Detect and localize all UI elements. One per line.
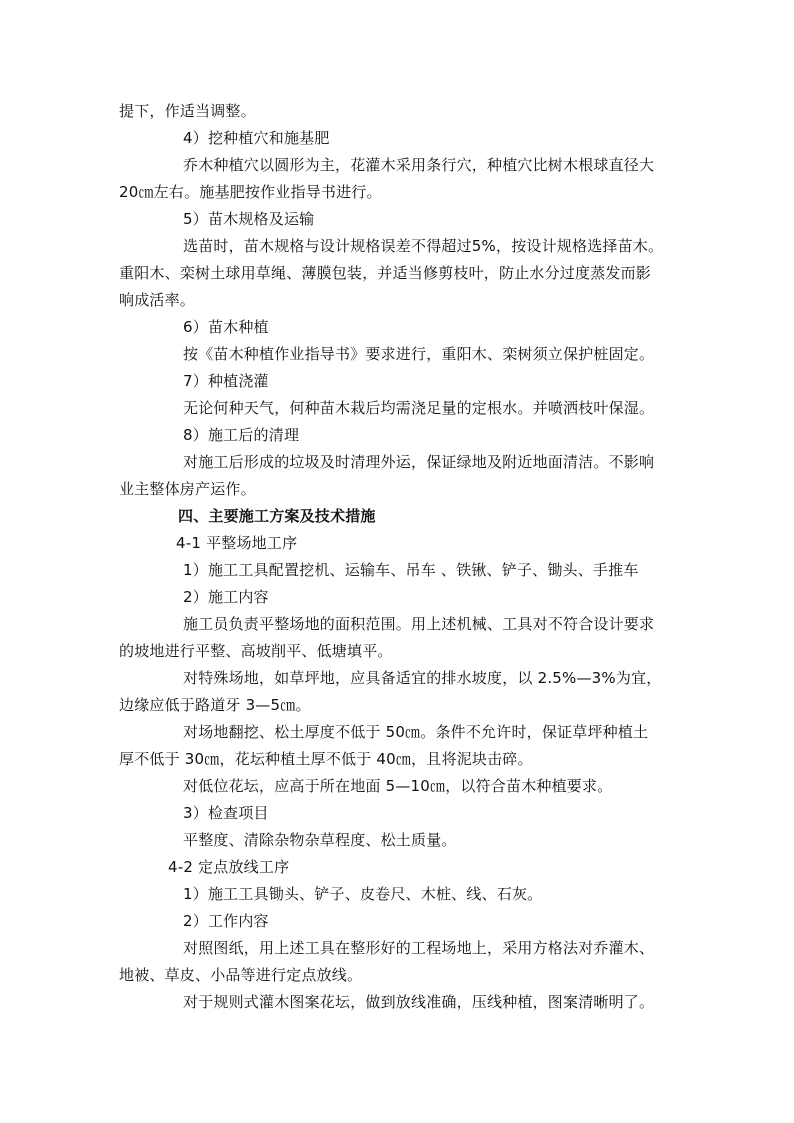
subheading: 2）施工内容 — [183, 588, 269, 606]
subheading: 5）苗木规格及运输 — [183, 210, 315, 228]
text-line: 地被、草皮、小品等进行定点放线。 — [119, 966, 363, 984]
text-line: 选苗时，苗木规格与设计规格误差不得超过5%，按设计规格选择苗木。 — [183, 237, 664, 255]
text-line: 1）施工工具锄头、铲子、皮卷尺、木桩、线、石灰。 — [183, 885, 543, 903]
subheading: 4）挖种植穴和施基肥 — [183, 129, 330, 147]
text-line: 业主整体房产运作。 — [119, 480, 256, 498]
section-heading: 四、主要施工方案及技术措施 — [178, 507, 376, 525]
text-line: 对场地翻挖、松土厚度不低于 50㎝。条件不允许时，保证草坪种植土 — [183, 723, 649, 741]
text-line: 对于规则式灌木图案花坛，做到放线准确，压线种植，图案清晰明了。 — [183, 993, 655, 1011]
text-line: 平整度、清除杂物杂草程度、松土质量。 — [183, 831, 457, 849]
subheading: 2）工作内容 — [183, 912, 269, 930]
subheading: 6）苗木种植 — [183, 318, 269, 336]
text-line: 施工员负责平整场地的面积范围。用上述机械、工具对不符合设计要求 — [183, 615, 655, 633]
text-line: 乔木种植穴以圆形为主，花灌木采用条行穴，种植穴比树木根球直径大 — [183, 156, 655, 174]
text-line: 无论何种天气，何种苗木栽后均需浇足量的定根水。并喷洒枝叶保湿。 — [183, 399, 655, 417]
text-line: 对特殊场地，如草坪地，应具备适宜的排水坡度，以 2.5%—3%为宜， — [183, 669, 662, 687]
text-line: 的坡地进行平整、高坡削平、低塘填平。 — [119, 642, 393, 660]
text-line: 20㎝左右。施基肥按作业指导书进行。 — [119, 183, 382, 201]
text-line: 对施工后形成的垃圾及时清理外运，保证绿地及附近地面清洁。不影响 — [183, 453, 655, 471]
text-line: 按《苗木种植作业指导书》要求进行，重阳木、栾树须立保护桩固定。 — [183, 345, 655, 363]
text-line: 边缘应低于路道牙 3—5㎝。 — [119, 696, 311, 714]
text-line: 响成活率。 — [119, 291, 196, 309]
text-line: 对照图纸，用上述工具在整形好的工程场地上，采用方格法对乔灌木、 — [183, 939, 655, 957]
subsection-heading: 4-2 定点放线工序 — [168, 858, 290, 876]
subheading: 8）施工后的清理 — [183, 426, 300, 444]
subsection-heading: 4-1 平整场地工序 — [176, 534, 298, 552]
text-line: 1）施工工具配置挖机、运输车、吊车 、铁锹、铲子、锄头、手推车 — [183, 561, 639, 579]
subheading: 7）种植浇灌 — [183, 372, 269, 390]
text-line: 厚不低于 30㎝，花坛种植土厚不低于 40㎝，且将泥块击碎。 — [119, 750, 533, 768]
subheading: 3）检查项目 — [183, 804, 269, 822]
text-line: 提下，作适当调整。 — [119, 102, 256, 120]
text-line: 对低位花坛，应高于所在地面 5—10㎝，以符合苗木种植要求。 — [183, 777, 613, 795]
text-line: 重阳木、栾树土球用草绳、薄膜包装，并适当修剪枝叶，防止水分过度蒸发而影 — [119, 264, 652, 282]
